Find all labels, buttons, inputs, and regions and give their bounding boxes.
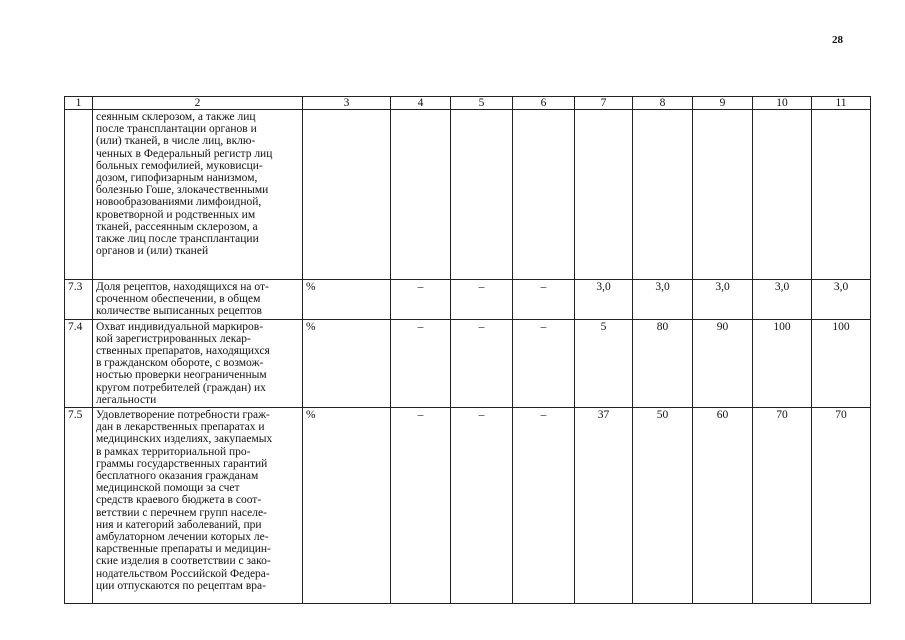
table-row-7-5	[65, 408, 871, 604]
text-line: ские изделия в соответствии с зако-	[96, 555, 271, 568]
table-row-7-4	[65, 319, 871, 407]
unit-cell: %	[303, 280, 391, 320]
text-line: дан в лекарственных препаратах и	[96, 421, 265, 434]
value-cell: –	[513, 280, 575, 320]
value-cell	[391, 110, 451, 280]
row-number	[65, 110, 93, 280]
text-line: ветствии с перечнем групп населе-	[96, 506, 267, 519]
value-cell: 100	[753, 319, 812, 407]
text-line: ственных препаратов, находящихся	[96, 345, 270, 358]
column-header: 5	[451, 97, 513, 110]
value-cell: 60	[693, 408, 753, 604]
text-line: кругом потребителей (граждан) их	[96, 381, 266, 394]
row-number: 7.3	[65, 280, 93, 320]
value-cell: –	[451, 408, 513, 604]
indicator-text	[93, 110, 303, 280]
value-cell: –	[391, 408, 451, 604]
text-line: нодательством Российской Федера-	[96, 567, 270, 580]
value-cell	[753, 110, 812, 280]
column-number-row	[65, 97, 871, 110]
text-line: кроветворной и родственных им	[96, 208, 256, 221]
indicator-text	[93, 408, 303, 604]
text-line: медицинских изделиях, закупаемых	[96, 433, 273, 446]
column-header: 4	[391, 97, 451, 110]
value-cell: –	[391, 280, 451, 320]
value-cell: 50	[633, 408, 693, 604]
value-cell: 3,0	[693, 280, 753, 320]
value-cell	[812, 110, 871, 280]
value-cell: 3,0	[812, 280, 871, 320]
text-line: ностью проверки неограниченным	[96, 369, 267, 382]
value-cell	[575, 110, 633, 280]
unit-cell	[303, 110, 391, 280]
column-header: 1	[65, 97, 93, 110]
indicators-table	[64, 96, 871, 604]
text-line: болезнью Гоше, злокачественными	[96, 184, 269, 197]
column-header: 11	[812, 97, 871, 110]
text-line: Охват индивидуальной маркиров-	[96, 320, 264, 333]
row-number: 7.5	[65, 408, 93, 604]
text-line: в гражданском обороте, с возмож-	[96, 357, 264, 370]
value-cell: 37	[575, 408, 633, 604]
text-line: количестве выписанных рецептов	[96, 305, 262, 318]
value-cell: 80	[633, 319, 693, 407]
text-line: Доля рецептов, находящихся на от-	[96, 281, 269, 293]
text-line: амбулаторном лечении которых ле-	[96, 531, 269, 544]
value-cell: 3,0	[753, 280, 812, 320]
indicator-text	[93, 319, 303, 407]
text-line: больных гемофилией, муковисци-	[96, 159, 263, 172]
text-line: тканей, рассеянным склерозом, а	[96, 220, 258, 233]
text-line: карственные препараты и медицин-	[96, 543, 271, 556]
text-line: сроченном обеспечении, в общем	[96, 293, 261, 306]
column-header: 7	[575, 97, 633, 110]
column-header: 2	[93, 97, 303, 110]
column-header: 10	[753, 97, 812, 110]
value-cell: 70	[753, 408, 812, 604]
table-row-continuation	[65, 110, 871, 280]
value-cell: 3,0	[633, 280, 693, 320]
text-line: медицинской помощи за счет	[96, 482, 240, 495]
indicator-text	[93, 280, 303, 320]
value-cell	[451, 110, 513, 280]
value-cell: 3,0	[575, 280, 633, 320]
text-line: после трансплантации органов и	[96, 123, 257, 136]
column-header: 8	[633, 97, 693, 110]
column-header: 9	[693, 97, 753, 110]
text-line: кой зарегистрированных лекар-	[96, 332, 251, 345]
text-line: в рамках территориальной про-	[96, 445, 251, 458]
text-line: органов и (или) тканей	[96, 245, 209, 258]
value-cell	[693, 110, 753, 280]
value-cell: 90	[693, 319, 753, 407]
value-cell	[633, 110, 693, 280]
column-header: 6	[513, 97, 575, 110]
row-number: 7.4	[65, 319, 93, 407]
value-cell: 5	[575, 319, 633, 407]
value-cell: –	[451, 319, 513, 407]
text-line: дозом, гипофизарным нанизмом,	[96, 172, 258, 185]
table-row-7-3	[65, 280, 871, 320]
value-cell: 70	[812, 408, 871, 604]
text-line: ния и категорий заболеваний, при	[96, 518, 262, 531]
text-line: легальности	[96, 393, 157, 406]
column-header: 3	[303, 97, 391, 110]
text-line: также лиц после трансплантации	[96, 233, 259, 246]
value-cell: –	[451, 280, 513, 320]
unit-cell: %	[303, 408, 391, 604]
value-cell: –	[391, 319, 451, 407]
text-line: ченных в Федеральный регистр лиц	[96, 147, 273, 160]
text-line: (или) тканей, в числе лиц, вклю-	[96, 135, 256, 148]
text-line: сеянным склерозом, а также лиц	[96, 111, 256, 123]
text-line: бесплатного оказания гражданам	[96, 470, 259, 483]
page-number: 28	[832, 34, 843, 46]
text-line: Удовлетворение потребности граж-	[96, 409, 270, 422]
unit-cell: %	[303, 319, 391, 407]
text-line: граммы государственных гарантий	[96, 457, 268, 470]
value-cell: –	[513, 408, 575, 604]
value-cell: 100	[812, 319, 871, 407]
text-line: ции отпускаются по рецептам вра-	[96, 579, 266, 592]
text-line: новообразованиями лимфоидной,	[96, 196, 262, 209]
text-line: средств краевого бюджета в соот-	[96, 494, 262, 507]
value-cell	[513, 110, 575, 280]
value-cell: –	[513, 319, 575, 407]
